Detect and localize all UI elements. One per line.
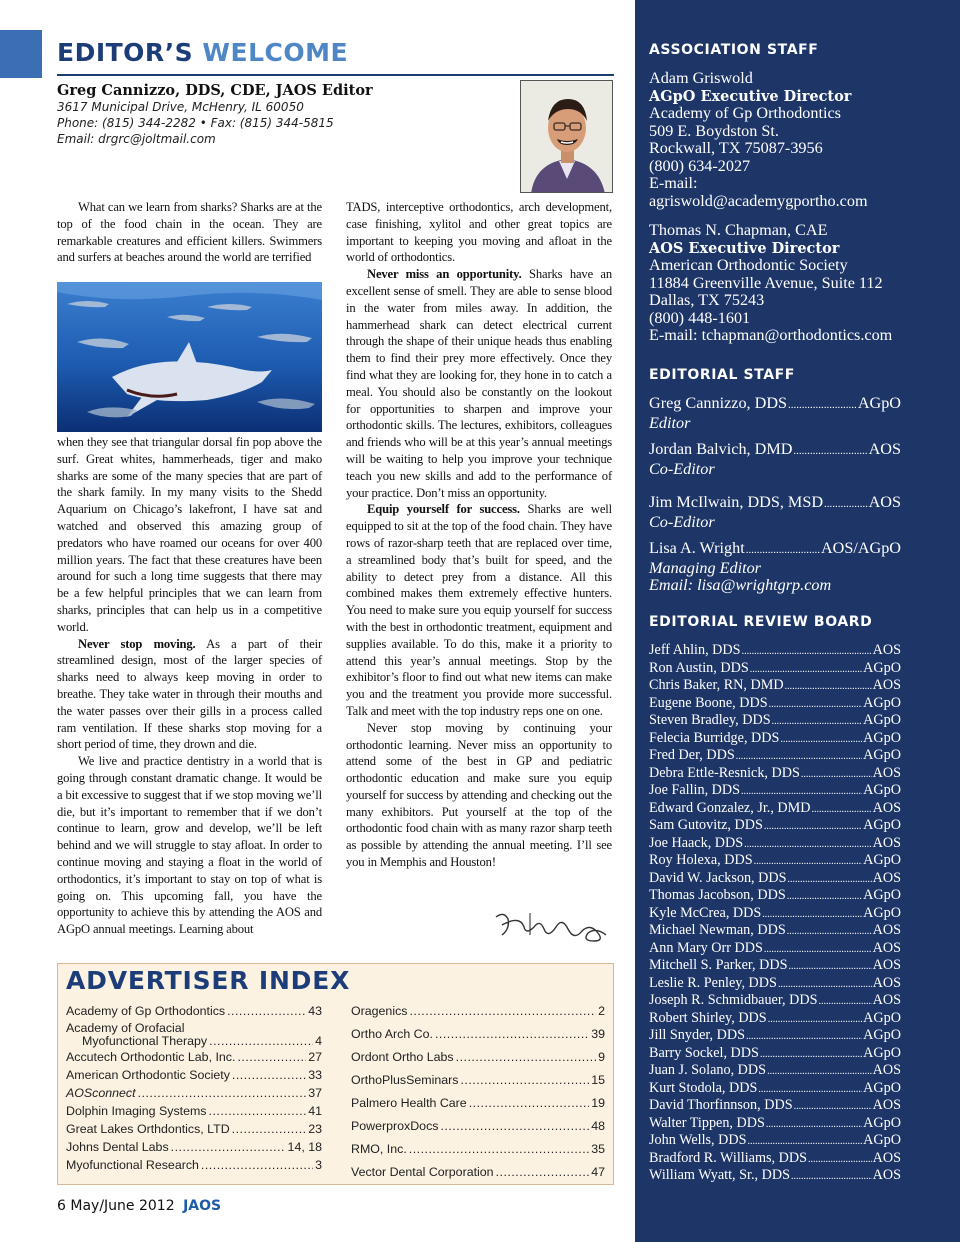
review-board-member-name: Mitchell S. Parker, DDS — [649, 957, 788, 973]
editorial-review-board-list — [649, 642, 901, 1185]
review-board-member — [649, 782, 901, 800]
review-board-member — [649, 1115, 901, 1133]
review-board-member-org: AOS — [872, 1097, 901, 1113]
review-board-member — [649, 695, 901, 713]
review-board-member-name: John Wells, DDS — [649, 1132, 747, 1148]
advertiser-index-right-column — [351, 1004, 605, 1188]
advertiser-index — [57, 963, 614, 1185]
review-board-member-name: Sam Gutovitz, DDS — [649, 817, 763, 833]
review-board-member — [649, 940, 901, 958]
advertiser-index-title: ADVERTISER INDEX — [66, 966, 351, 995]
review-board-member — [649, 730, 901, 748]
review-board-member-org: AGpO — [863, 1044, 901, 1061]
review-board-member — [649, 1132, 901, 1150]
review-board-member-name: Jeff Ahlin, DDS — [649, 642, 741, 658]
review-board-member — [649, 835, 901, 853]
review-board-member-org: AOS — [872, 1149, 901, 1166]
review-board-member-org: AOS — [872, 834, 901, 851]
review-board-member-name: Ron Austin, DDS — [649, 659, 749, 676]
review-board-member-org: AGpO — [863, 887, 901, 903]
article-column-1-top — [57, 199, 322, 266]
signature-icon — [490, 905, 612, 945]
review-board-member-org: AGpO — [863, 1132, 901, 1148]
review-board-member-name: Juan J. Solano, DDS — [649, 1062, 767, 1078]
staff-contact-griswold: Adam Griswold AGpO Executive Director Academy of Gp Orthodontics 509 E. Boydston St. Rockwall, TX 75087-3956 (800) 634-2027 E-mail: agriswold@academygportho.com — [649, 69, 868, 210]
header-accent-block — [0, 30, 42, 78]
shark-image — [57, 282, 322, 432]
review-board-member — [649, 1150, 901, 1168]
article-paragraph-6: Never stop moving by continuing your orthodontic learning. Never miss an opportunity to attend some of the best in GP and pediatric orthodontic education and make sure you equip yourself for success by attending and checking out the many exhibitors. Put yourself at the top of the orthodontic food chain with as many razor sharp teeth as possible by attending the annual meeting. I’ll see you in Memphis and Houston! — [346, 720, 612, 870]
editorial-staff-heading: EDITORIAL STAFF — [649, 367, 795, 383]
advertiser-entry: AOSconnect ..... 37 — [66, 1086, 322, 1104]
advertiser-entry: Ordont Ortho Labs ..... 9 — [351, 1050, 605, 1073]
page-title — [57, 38, 348, 67]
review-board-member — [649, 660, 901, 678]
review-board-member-org: AGpO — [863, 904, 901, 921]
review-board-member-org: AOS — [872, 992, 901, 1008]
review-board-member-org: AGpO — [863, 1114, 901, 1131]
review-board-member-org: AOS — [872, 1167, 901, 1183]
review-board-member-name: Ann Mary Orr DDS — [649, 939, 763, 956]
review-board-member-name: Walter Tippen, DDS — [649, 1114, 765, 1131]
review-board-member — [649, 765, 901, 783]
review-board-member-org: AOS — [872, 764, 901, 781]
editor-name: Greg Cannizzo, DDS, CDE, JAOS Editor — [57, 82, 373, 99]
review-board-member-name: Jill Snyder, DDS — [649, 1027, 745, 1043]
staff-contact-chapman: Thomas N. Chapman, CAE AOS Executive Director American Orthodontic Society 11884 Greenville Avenue, Suite 112 Dallas, TX 75243 (800) 448-1601 E-mail: tchapman@orthodontics.com — [649, 221, 893, 344]
review-board-member-name: Fred Der, DDS — [649, 747, 735, 763]
article-column-1-body — [57, 434, 322, 938]
review-board-member-name: David W. Jackson, DDS — [649, 869, 787, 886]
article-paragraph-5-body: Sharks are well equipped to sit at the top of the food chain. They have rows of razor-sharp teeth that are replaced over time, a streamlined body that’s built for speed, and the ability to detect prey from a distance. All this combined makes them extremely effective hunters. You need to make sure you equip yourself for success with the best in orthodontic treatment, equipment and supplies available. To do this, make it a priority to attend this year’s annual meetings. Stop by the exhibitor’s floor to find out what new items can make you and the treatment you provide more successful. Talk and meet with the top industry reps one on one. — [346, 502, 613, 718]
review-board-member — [649, 975, 901, 993]
review-board-member — [649, 1010, 901, 1028]
review-board-member-org: AGpO — [863, 659, 901, 676]
review-board-member-name: Leslie R. Penley, DDS — [649, 974, 777, 991]
article-paragraph-4-body: Sharks have an excellent sense of smell. They are able to sense blood in the water from miles away. In addition, the hammerhead shark can detect electrical current through the shape of their unique heads thus enabling them to find their prey more effectively. Once they find what they are looking for, they hone in to catch a meal. You should also be constantly on the lookout for opportunities to sharpen and improve your orthodontic skills. The lectures, exhibitors, colleagues and friends who will be at this year’s annual meetings will be waiting to help you improve your technique teach you new skills and add to the performance of your practice. Don’t miss an opportunity. — [346, 267, 612, 500]
review-board-member-org: AGpO — [863, 817, 901, 833]
review-board-member-name: Edward Gonzalez, Jr., DMD — [649, 799, 811, 816]
review-board-member — [649, 1045, 901, 1063]
review-board-member-org: AOS — [872, 974, 901, 991]
review-board-member-name: Bradford R. Williams, DDS — [649, 1149, 807, 1166]
subhead-never-miss-opportunity: Never miss an opportunity. — [367, 267, 522, 282]
review-board-member-org: AOS — [872, 1062, 901, 1078]
review-board-member-name: Felecia Burridge, DDS — [649, 729, 780, 746]
editor-photo — [520, 80, 613, 193]
review-board-member-name: William Wyatt, Sr., DDS — [649, 1167, 790, 1183]
sharks-underwater-icon — [57, 282, 322, 432]
article-paragraph-3: We live and practice dentistry in a world that is going through constant dramatic change. It would be a bit excessive to suggest that if we stop moving we’ll die, but it’s important to remember that if we don’t continue to learn, grow and develop, we’ll be left behind and we will struggle to stay afloat. In order to continue moving and staying a float in the world of orthodontics, it’s important to stay on top of what is going on. This upcoming fall, you have the opportunity to achieve this by attending the AOS and AGpO annual meetings. Learning about — [57, 754, 322, 937]
review-board-member — [649, 712, 901, 730]
review-board-member-org: AOS — [872, 677, 901, 693]
review-board-member-org: AOS — [872, 939, 901, 956]
advertiser-entry: RMO, Inc. ..... 35 — [351, 1142, 605, 1165]
editor-email: Email: drgrc@joltmail.com — [57, 132, 216, 146]
review-board-member-org: AOS — [872, 642, 901, 658]
advertiser-entry: Dolphin Imaging Systems ..... 41 — [66, 1104, 322, 1122]
association-staff-heading: ASSOCIATION STAFF — [649, 42, 819, 58]
review-board-member — [649, 747, 901, 765]
review-board-member-name: Debra Ettle-Resnick, DDS — [649, 764, 800, 781]
review-board-member — [649, 1062, 901, 1080]
review-board-member-name: Roy Holexa, DDS — [649, 852, 753, 868]
review-board-member-org: AGpO — [863, 782, 901, 798]
review-board-member-name: Joseph R. Schmidbauer, DDS — [649, 992, 818, 1008]
page-number: 6 — [57, 1198, 66, 1214]
page-footer — [57, 1198, 221, 1214]
review-board-member — [649, 642, 901, 660]
review-board-member — [649, 992, 901, 1010]
advertiser-entry: Great Lakes Orthdontics, LTD ..... 23 — [66, 1122, 322, 1140]
review-board-member-name: Thomas Jacobson, DDS — [649, 887, 786, 903]
review-board-member-org: AGpO — [863, 694, 901, 711]
review-board-member-name: Kyle McCrea, DDS — [649, 904, 762, 921]
advertiser-entry: Academy of Orofacial Myofunctional Therapy ..... 4 — [66, 1022, 322, 1050]
review-board-member-org: AGpO — [863, 1009, 901, 1026]
editorial-staff-entry: Greg Cannizzo, DDS ..... AGpO Editor — [649, 395, 901, 432]
editorial-staff-entry: Lisa A. Wright ..... AOS/AGpO Managing Editor Email: lisa@wrightgrp.com — [649, 540, 901, 595]
advertiser-entry: Academy of Gp Orthodontics ..... 43 — [66, 1004, 322, 1022]
staff-email-link[interactable]: agriswold@academygportho.com — [649, 191, 868, 210]
page-title-part1: EDITOR’S — [57, 38, 194, 67]
review-board-member-org: AOS — [872, 957, 901, 973]
review-board-member — [649, 1080, 901, 1098]
journal-name: JAOS — [183, 1198, 222, 1214]
article-paragraph-2-body: As a part of their streamlined design, most of the larger species of sharks need to always keep moving in order to breathe. They take water in through their mouths and the water passes over their gills in a process called ram ventilation. If these sharks stop moving for a short period of time, they drown and die. — [57, 636, 322, 752]
advertiser-entry: American Orthodontic Society ..... 33 — [66, 1068, 322, 1086]
review-board-member-org: AGpO — [863, 729, 901, 746]
advertiser-entry: Vector Dental Corporation ..... 47 — [351, 1165, 605, 1188]
review-board-member-name: Barry Sockel, DDS — [649, 1044, 759, 1061]
review-board-member-org: AOS — [872, 799, 901, 816]
advertiser-entry: OrthoPlusSeminars ..... 15 — [351, 1073, 605, 1096]
subhead-equip-yourself: Equip yourself for success. — [367, 502, 520, 517]
advertiser-index-left-column — [66, 1004, 322, 1176]
review-board-member — [649, 887, 901, 905]
review-board-member-name: Eugene Boone, DDS — [649, 694, 768, 711]
advertiser-entry: Ortho Arch Co. ..... 39 — [351, 1027, 605, 1050]
staff-email-link[interactable]: E-mail: tchapman@orthodontics.com — [649, 326, 893, 344]
advertiser-entry: Oragenics ..... 2 — [351, 1004, 605, 1027]
review-board-member-org: AOS — [872, 922, 901, 938]
article-paragraph-2 — [57, 636, 322, 754]
review-board-member-name: Joe Haack, DDS — [649, 834, 744, 851]
review-board-member-org: AOS — [872, 869, 901, 886]
review-board-member — [649, 922, 901, 940]
editor-phone: Phone: (815) 344-2282 • Fax: (815) 344-5815 — [57, 116, 334, 130]
review-board-member-name: Chris Baker, RN, DMD — [649, 677, 784, 693]
review-board-member — [649, 1097, 901, 1115]
article-paragraph-1: What can we learn from sharks? Sharks are at the top of the food chain in the ocean. They are remarkable creatures and efficient killers. Swimmers and surfers at beaches around the world are terrified — [57, 200, 322, 265]
review-board-member-org: AGpO — [863, 712, 901, 728]
editorial-staff-entry: Jim McIlwain, DDS, MSD ..... AOS Co-Editor — [649, 494, 901, 531]
review-board-member — [649, 677, 901, 695]
review-board-member — [649, 1167, 901, 1185]
article-paragraph-3-continued: TADS, interceptive orthodontics, arch development, case finishing, xylitol and other great topics are important to keeping you moving and afloat in the world of orthodontics. — [346, 200, 612, 265]
title-rule — [57, 74, 614, 76]
editor-address: 3617 Municipal Drive, McHenry, IL 60050 — [57, 100, 304, 114]
review-board-member — [649, 1027, 901, 1045]
editor-portrait-icon — [521, 81, 613, 193]
advertiser-entry: Palmero Health Care ..... 19 — [351, 1096, 605, 1119]
advertiser-entry: Accutech Orthodontic Lab, Inc. ..... 27 — [66, 1050, 322, 1068]
review-board-member-org: AGpO — [863, 1027, 901, 1043]
review-board-member — [649, 905, 901, 923]
review-board-member — [649, 852, 901, 870]
article-column-2 — [346, 199, 612, 871]
advertiser-entry: Myofunctional Research ..... 3 — [66, 1158, 322, 1176]
advertiser-entry: PowerproxDocs ..... 48 — [351, 1119, 605, 1142]
article-paragraph-4 — [346, 266, 612, 501]
staff-sidebar — [635, 0, 960, 1242]
review-board-member-name: Joe Fallin, DDS — [649, 782, 741, 798]
review-board-member-name: Michael Newman, DDS — [649, 922, 786, 938]
review-board-member-org: AGpO — [863, 747, 901, 763]
review-board-member-name: Kurt Stodola, DDS — [649, 1079, 758, 1096]
editorial-staff-entry: Jordan Balvich, DMD ..... AOS Co-Editor — [649, 441, 901, 478]
article-paragraph-1-continued: when they see that triangular dorsal fin pop above the surf. Great whites, hammerheads, tiger and mako sharks are some of the many species that are part of the shark family. In my many visits to the Shedd Aquarium on Chicago’s lakefront, I have sat and watched and observed this amazing group of predators who have roamed our oceans for over 400 million years. The fact that these creatures have been around for such a long time suggests that there may be a few helpful principles that we can learn from sharks, principles that can help us in a competitive world. — [57, 435, 322, 634]
editorial-review-board-heading: EDITORIAL REVIEW BOARD — [649, 614, 873, 630]
review-board-member — [649, 957, 901, 975]
advertiser-entry: Johns Dental Labs ..... 14, 18 — [66, 1140, 322, 1158]
article-paragraph-5 — [346, 501, 612, 719]
review-board-member — [649, 870, 901, 888]
managing-editor-email[interactable]: Email: lisa@wrightgrp.com — [649, 576, 832, 594]
issue-date: May/June 2012 — [70, 1198, 175, 1214]
review-board-member-name: Robert Shirley, DDS — [649, 1009, 767, 1026]
review-board-member — [649, 817, 901, 835]
review-board-member-name: David Thorfinnson, DDS — [649, 1097, 793, 1113]
review-board-member — [649, 800, 901, 818]
review-board-member-org: AGpO — [863, 852, 901, 868]
review-board-member-org: AGpO — [863, 1079, 901, 1096]
review-board-member-name: Steven Bradley, DDS — [649, 712, 771, 728]
page-title-part2: WELCOME — [202, 38, 349, 67]
subhead-never-stop-moving: Never stop moving. — [78, 636, 196, 651]
